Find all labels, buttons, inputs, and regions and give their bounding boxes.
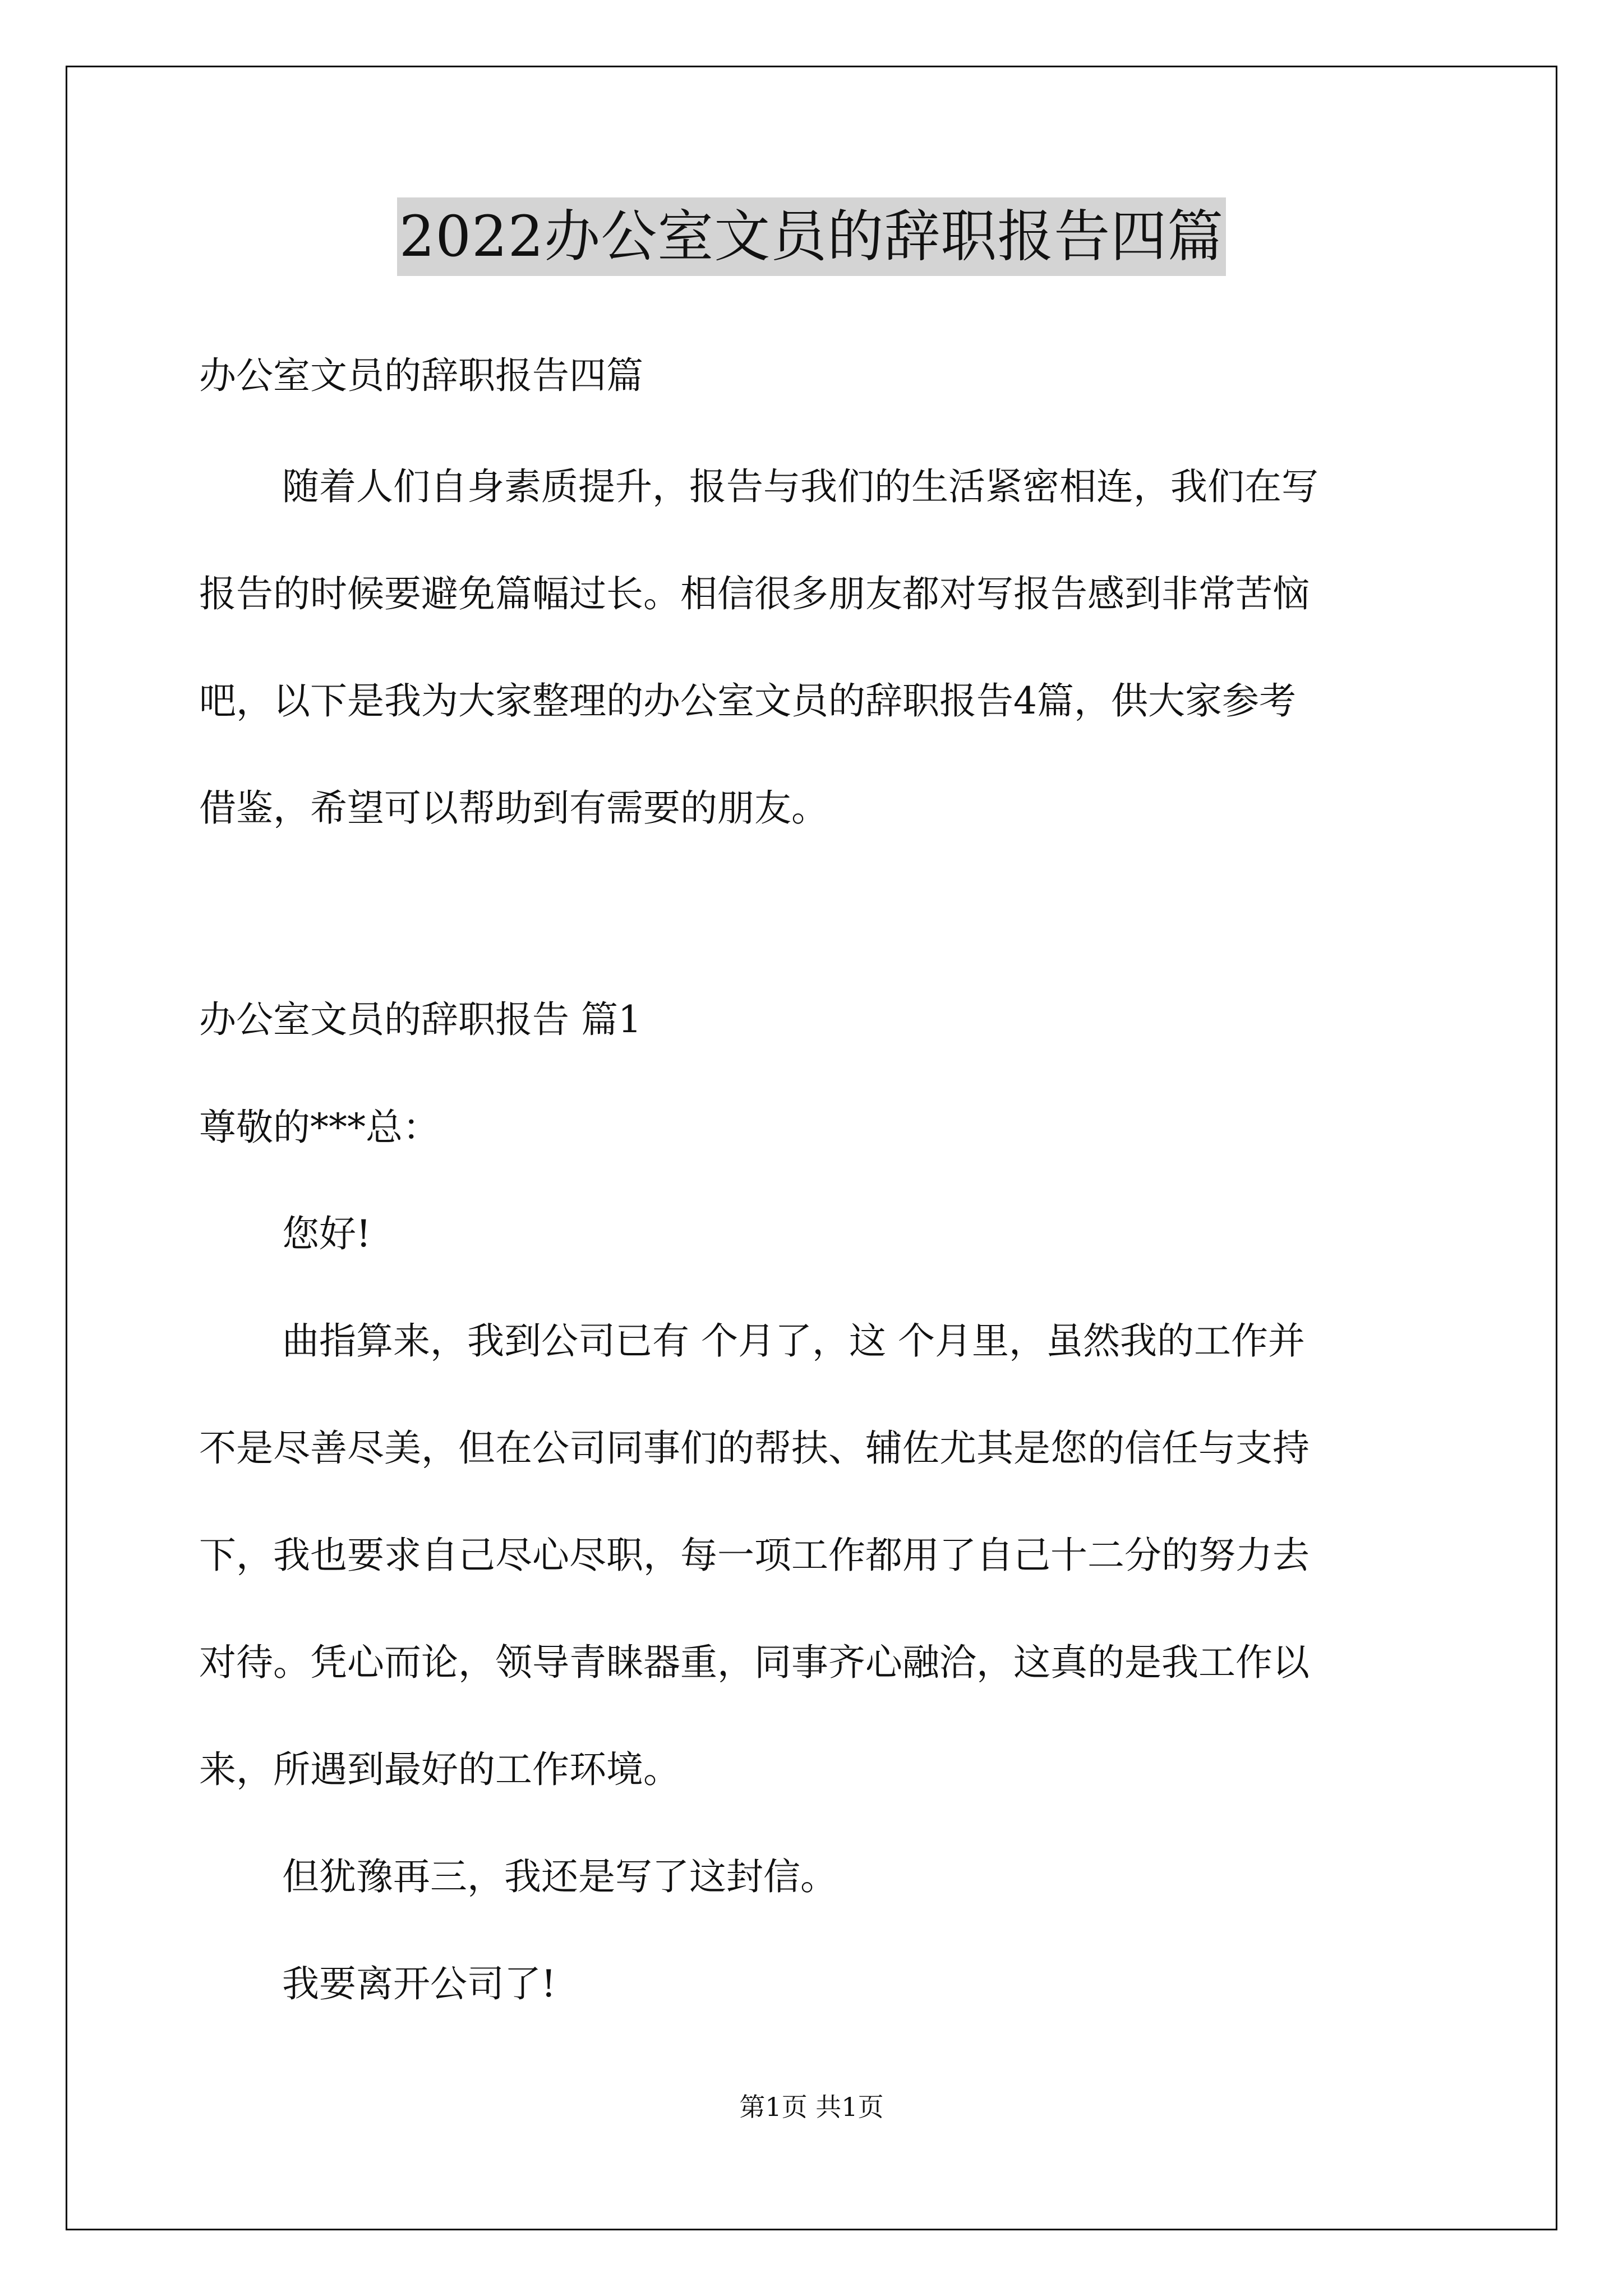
body-line-3: 下，我也要求自己尽心尽职，每一项工作都用了自己十二分的努力去 <box>199 1534 1310 1577</box>
line-leave: 我要离开公司了! <box>282 1962 556 2005</box>
body-line-4: 对待。凭心而论，领导青睐器重，同事齐心融洽，这真的是我工作以 <box>199 1641 1310 1684</box>
intro-line-4: 借鉴，希望可以帮助到有需要的朋友。 <box>199 786 828 830</box>
salutation: 尊敬的***总： <box>199 1106 440 1149</box>
document-title: 2022办公室文员的辞职报告四篇 <box>397 197 1227 276</box>
subtitle: 办公室文员的辞职报告四篇 <box>199 354 643 397</box>
body-line-5: 来，所遇到最好的工作环境。 <box>199 1748 680 1791</box>
line-hesitate: 但犹豫再三，我还是写了这封信。 <box>282 1855 837 1898</box>
section-heading: 办公室文员的辞职报告 篇1 <box>199 998 642 1041</box>
intro-line-2: 报告的时候要避免篇幅过长。相信很多朋友都对写报告感到非常苦恼 <box>199 572 1310 615</box>
page-indicator: 第1页 共1页 <box>739 2092 884 2122</box>
body-line-2: 不是尽善尽美，但在公司同事们的帮扶、辅佐尤其是您的信任与支持 <box>199 1427 1310 1470</box>
body-line-1: 曲指算来，我到公司已有 个月了，这 个月里，虽然我的工作并 <box>282 1319 1305 1363</box>
greeting: 您好! <box>282 1212 371 1255</box>
intro-line-3: 吧，以下是我为大家整理的办公室文员的辞职报告4篇，供大家参考 <box>199 679 1296 723</box>
intro-line-1: 随着人们自身素质提升，报告与我们的生活紧密相连，我们在写 <box>282 465 1318 508</box>
title-container <box>0 197 1623 276</box>
